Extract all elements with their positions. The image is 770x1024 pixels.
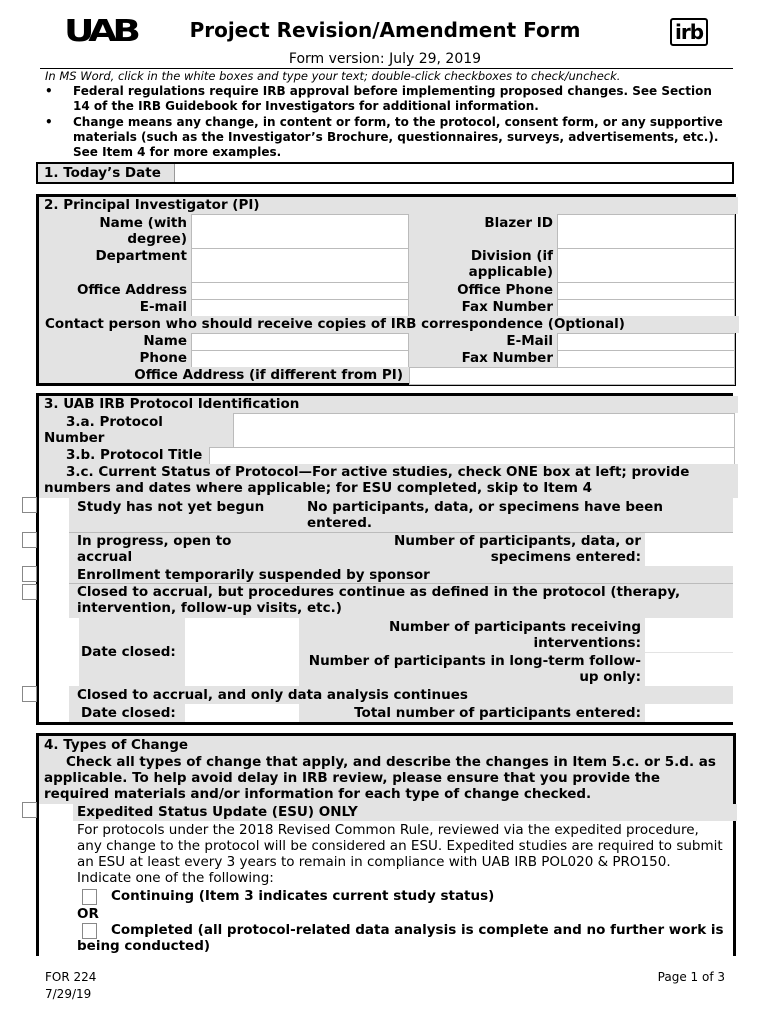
in-progress-checkbox[interactable]: [22, 532, 37, 548]
status-label: 3.c. Current Status of Protocol—For active studies, check ONE box at left; provide numbers and dates where applicable; for ESU completed, skip to Item 4: [39, 464, 738, 498]
number-entered-label: Number of participants, data, or specimens entered:: [394, 533, 641, 565]
fax-input[interactable]: [557, 299, 735, 317]
continuing-checkbox[interactable]: [82, 889, 97, 905]
office-address-input[interactable]: [191, 282, 409, 300]
division-label: Division (if applicable): [468, 248, 553, 280]
suspended-checkbox[interactable]: [22, 566, 37, 582]
continuing-label: Continuing (Item 3 indicates current study status): [111, 888, 495, 904]
department-label: Department: [95, 248, 187, 264]
form-date: 7/29/19: [45, 987, 92, 1001]
esu-text: For protocols under the 2018 Revised Common Rule, reviewed via the expedited procedure, any change to the protocol will be considered an ESU. Expedited studies are required to submit an ESU at least every 3 years to remain in compliance with UAB IRB POL020 & PRO150. Indicate one of the following:: [77, 822, 723, 886]
office-phone-label: Office Phone: [457, 282, 553, 298]
contact-title: Contact person who should receive copies of IRB correspondence (Optional): [39, 316, 739, 333]
closed-analysis-checkbox[interactable]: [22, 686, 37, 702]
suspended-label: Enrollment temporarily suspended by sponsor: [77, 567, 430, 583]
number-entered-input[interactable]: [645, 533, 733, 566]
fax-label: Fax Number: [461, 299, 553, 315]
contact-name-input[interactable]: [191, 333, 409, 351]
page-title: Project Revision/Amendment Form: [189, 18, 581, 42]
receiving-interventions-input[interactable]: [645, 618, 733, 652]
page-number: Page 1 of 3: [657, 970, 725, 984]
division-input[interactable]: [557, 248, 735, 284]
no-participants-label: No participants, data, or specimens have been entered.: [307, 499, 663, 531]
closed-procedures-label: Closed to accrual, but procedures continue as defined in the protocol (therapy, intervention, follow-up visits, etc.): [77, 584, 681, 616]
bullet-item: [45, 115, 725, 160]
bullet-dot: •: [45, 84, 53, 98]
bullet-dot: •: [45, 115, 53, 129]
in-progress-label: [77, 533, 277, 565]
or-label: OR: [77, 906, 99, 922]
protocol-title-label: 3.b. Protocol Title: [66, 447, 203, 463]
section4-box: [36, 733, 736, 956]
protocol-title-input[interactable]: [209, 447, 735, 465]
email-input[interactable]: [191, 299, 409, 317]
date-closed-input[interactable]: [185, 618, 299, 686]
contact-name-label: Name: [143, 333, 187, 349]
contact-address-label: Office Address (if different from PI): [134, 367, 403, 383]
protocol-section-title: 3. UAB IRB Protocol Identification: [39, 396, 738, 413]
closed-analysis-label: Closed to accrual, and only data analysis continues: [77, 687, 468, 703]
blazer-id-input[interactable]: [557, 214, 735, 250]
todays-date-input[interactable]: [174, 164, 732, 182]
not-begun-checkbox[interactable]: [22, 497, 37, 513]
form-version: Form version: July 29, 2019: [288, 51, 482, 67]
contact-email-label: E-Mail: [506, 333, 553, 349]
protocol-number-label: 3.a. Protocol Number: [44, 414, 163, 446]
esu-checkbox[interactable]: [22, 802, 37, 818]
pi-name-input[interactable]: [191, 214, 409, 250]
section1-box: [36, 162, 734, 184]
bullet-text: Federal regulations require IRB approval before implementing proposed changes. See Section 14 of the IRB Guidebook for Investigators for additional information.: [73, 84, 712, 113]
bullet-text: Change means any change, in content or form, to the protocol, consent form, or any supportive materials (such as the Investigator’s Brochure, questionnaires, surveys, advertisements, etc.). See Item 4 for more examples.: [73, 115, 723, 159]
closed-procedures-checkbox[interactable]: [22, 584, 37, 600]
date-closed-2-input[interactable]: [185, 704, 299, 722]
todays-date-label: 1. Today’s Date: [38, 164, 174, 182]
types-instructions: [44, 754, 728, 802]
uab-logo: UAB: [64, 14, 136, 49]
total-entered-label: Total number of participants entered:: [354, 705, 641, 721]
section2-box: [36, 194, 736, 386]
email-label: E-mail: [139, 299, 187, 315]
bullet-list: [45, 84, 725, 160]
receiving-interventions-label: Number of participants receiving interventions:: [388, 619, 641, 651]
long-term-label: Number of participants in long-term follow-up only:: [308, 653, 641, 685]
total-entered-input[interactable]: [645, 704, 733, 722]
contact-phone-input[interactable]: [191, 350, 409, 368]
contact-phone-label: Phone: [139, 350, 187, 366]
contact-fax-label: Fax Number: [461, 350, 553, 366]
office-address-label: Office Address: [76, 282, 187, 298]
contact-address-input[interactable]: [409, 367, 735, 385]
protocol-number-input[interactable]: [233, 413, 735, 448]
form-number: FOR 224: [45, 970, 97, 984]
instructions: In MS Word, click in the white boxes and type your text; double-click checkboxes to check/uncheck.: [45, 69, 621, 83]
esu-title: Expedited Status Update (ESU) ONLY: [73, 804, 737, 821]
irb-logo: irb: [670, 18, 708, 46]
not-begun-label: Study has not yet begun: [77, 499, 265, 515]
pi-section-title: 2. Principal Investigator (PI): [39, 197, 738, 214]
date-closed-label: Date closed:: [81, 644, 176, 660]
date-closed-2-label: Date closed:: [81, 705, 176, 721]
types-title: 4. Types of Change: [44, 737, 189, 753]
contact-email-input[interactable]: [557, 333, 735, 351]
types-instructions-text: Check all types of change that apply, and describe the changes in Item 5.c. or 5.d. as applicable. To help avoid delay in IRB review, please ensure that you provide the required materials and/or information for each type of change checked.: [44, 754, 716, 802]
long-term-input[interactable]: [645, 653, 733, 686]
blazer-id-label: Blazer ID: [484, 215, 553, 231]
contact-fax-input[interactable]: [557, 350, 735, 368]
completed-label: Completed (all protocol-related data analysis is complete and no further work is being conducted): [77, 922, 724, 954]
section3-box: [36, 393, 733, 725]
department-input[interactable]: [191, 248, 409, 284]
in-progress-text: In progress, open to accrual: [77, 533, 232, 565]
pi-name-label: Name (with degree): [99, 215, 187, 247]
office-phone-input[interactable]: [557, 282, 735, 300]
bullet-item: [45, 84, 725, 114]
